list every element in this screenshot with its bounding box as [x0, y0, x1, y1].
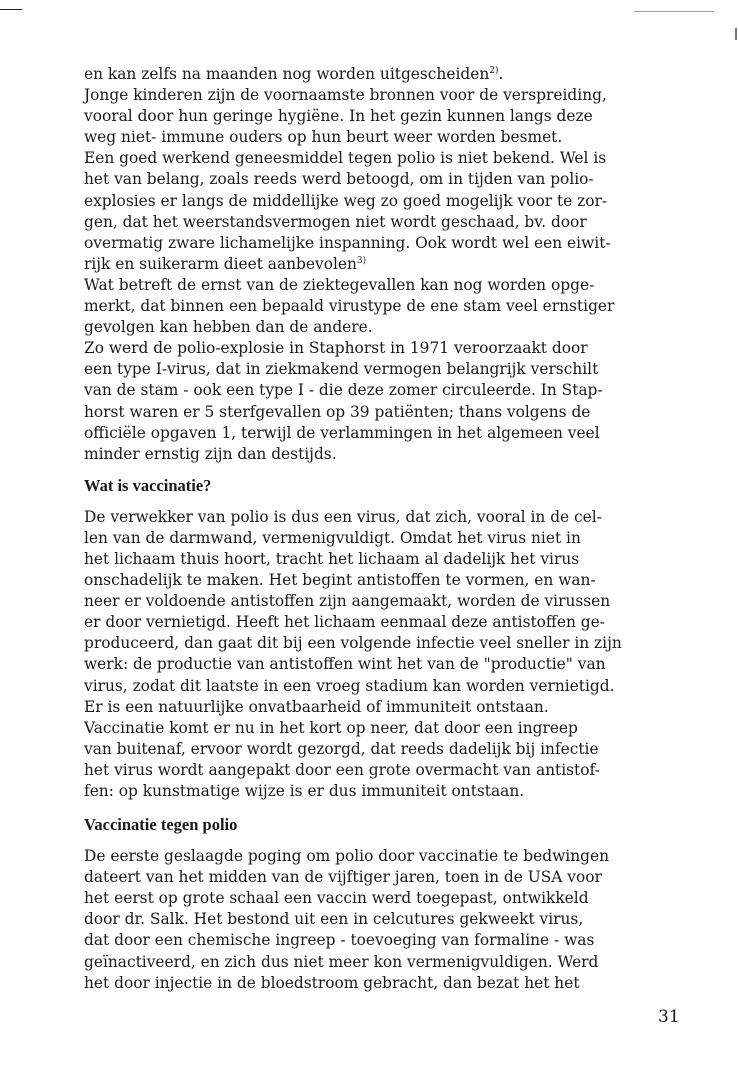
text-line [84, 444, 674, 465]
text-line [84, 697, 674, 718]
line-text: het virus wordt aangepakt door een grote overmacht van antistof- [84, 760, 600, 779]
text-line [84, 718, 674, 739]
text-line [84, 570, 674, 591]
text-line [84, 233, 674, 254]
section-heading: Vaccinatie tegen polio [84, 815, 238, 835]
text-line [84, 338, 674, 359]
line-text: Wat betreft de ernst van de ziektegevallen kan nog worden opge- [84, 275, 595, 294]
line-text: overmatig zware lichamelijke inspanning. Ook wordt wel een eiwit- [84, 233, 611, 252]
text-line [84, 633, 674, 654]
line-text: een type I-virus, dat in ziekmakend vermogen belangrijk verschilt [84, 360, 599, 379]
line-text: neer er voldoende antistoffen zijn aangemaakt, worden de virussen [84, 592, 611, 611]
line-text: van buitenaf, ervoor wordt gezorgd, dat reeds dadelijk bij infectie [84, 739, 599, 758]
line-text: horst waren er 5 sterfgevallen op 39 patiënten; thans volgens de [84, 402, 591, 421]
text-line [84, 867, 674, 888]
text-line [84, 191, 674, 212]
paragraph-block [84, 64, 674, 465]
line-text: len van de darmwand, vermenigvuldigt. Omdat het virus niet in [84, 528, 581, 547]
text-line [84, 760, 674, 781]
text-line [84, 275, 674, 296]
line-text: vooral door hun geringe hygiëne. In het gezin kunnen langs deze [84, 107, 593, 126]
section-heading: Wat is vaccinatie? [84, 475, 212, 495]
text-line [84, 169, 674, 190]
text-line [84, 973, 674, 994]
text-line [84, 380, 674, 401]
text-line [84, 296, 674, 317]
line-text: Jonge kinderen zijn de voornaamste bronnen voor de verspreiding, [84, 86, 607, 105]
text-line [84, 212, 674, 233]
text-line [84, 909, 674, 930]
line-text: fen: op kunstmatige wijze is er dus immuniteit ontstaan. [84, 782, 525, 800]
text-line [84, 507, 674, 528]
text-line [84, 846, 674, 867]
line-text: het lichaam thuis hoort, tracht het lichaam al dadelijk het virus [84, 549, 580, 568]
page-body [84, 64, 674, 994]
text-line [84, 402, 674, 423]
line-text: gevolgen kan hebben dan de andere. [84, 318, 373, 337]
line-text: Zo werd de polio-explosie in Staphorst in 1971 veroorzaakt door [84, 339, 588, 358]
scan-edge-mark [735, 28, 737, 40]
line-text: gen, dat het weerstandsvermogen niet wordt geschaad, bv. door [84, 212, 587, 231]
line-text: virus, zodat dit laatste in een vroeg stadium kan worden vernietigd. [84, 676, 615, 695]
line-text: minder ernstig zijn dan destijds. [84, 444, 337, 463]
line-text: De eerste geslaagde poging om polio door vaccinatie te bedwingen [84, 847, 609, 866]
text-line [84, 612, 674, 633]
line-text: het eerst op grote schaal een vaccin werd toegepast, ontwikkeld [84, 889, 589, 908]
line-text: geïnactiveerd, en zich dus niet meer kon vermenigvuldigen. Werd [84, 952, 599, 971]
text-line [84, 85, 674, 106]
line-text: en kan zelfs na maanden nog worden uitgescheiden [84, 65, 490, 83]
text-line [84, 127, 674, 148]
paragraph-block [84, 846, 674, 994]
text-line [84, 317, 674, 338]
text-line [84, 654, 674, 675]
line-text: van de stam - ook een type I - die deze zomer circuleerde. In Stap- [84, 381, 603, 400]
line-text: werk: de productie van antistoffen wint het van de "productie" van [84, 655, 606, 674]
text-line [84, 591, 674, 612]
line-text: officiële opgaven 1, terwijl de verlammingen in het algemeen veel [84, 423, 600, 442]
line-text: het van belang, zoals reeds werd betoogd, om in tijden van polio- [84, 170, 594, 189]
line-text: rijk en suikerarm dieet aanbevolen [84, 254, 357, 273]
line-text: het door injectie in de bloedstroom gebracht, dan bezat het het [84, 973, 580, 992]
text-line [84, 781, 674, 802]
text-line [84, 549, 674, 570]
text-line [84, 676, 674, 697]
text-line [84, 106, 674, 127]
line-text: dat door een chemische ingreep - toevoeging van formaline - was [84, 931, 595, 950]
text-line [84, 148, 674, 169]
text-line [84, 528, 674, 549]
line-text: Er is een natuurlijke onvatbaarheid of immuniteit ontstaan. [84, 697, 549, 716]
line-text: explosies er langs de middellijke weg zo goed mogelijk voor te zor- [84, 191, 608, 210]
line-text: onschadelijk te maken. Het begint antistoffen te vormen, en wan- [84, 571, 596, 590]
scan-edge-mark [634, 11, 714, 12]
text-line [84, 423, 674, 444]
line-text: Vaccinatie komt er nu in het kort op neer, dat door een ingreep [84, 718, 578, 737]
page-number: 31 [658, 1007, 680, 1027]
line-text: Een goed werkend geneesmiddel tegen polio is niet bekend. Wel is [84, 149, 607, 168]
scan-edge-mark [0, 9, 22, 10]
text-line [84, 930, 674, 951]
line-text: De verwekker van polio is dus een virus, dat zich, vooral in de cel- [84, 507, 602, 526]
text-line [84, 254, 674, 275]
line-text-tail: . [498, 65, 504, 83]
line-text: produceerd, dan gaat dit bij een volgende infectie veel sneller in zijn [84, 634, 622, 653]
text-line [84, 359, 674, 380]
text-line [84, 952, 674, 973]
text-line [84, 739, 674, 760]
text-line [84, 888, 674, 909]
paragraph-block [84, 507, 674, 802]
text-line [84, 64, 674, 85]
line-text: merkt, dat binnen een bepaald virustype de ene stam veel ernstiger [84, 297, 615, 316]
line-text: weg niet- immune ouders op hun beurt weer worden besmet. [84, 128, 563, 147]
line-text: dateert van het midden van de vijftiger jaren, toen in de USA voor [84, 868, 602, 887]
line-text: er door vernietigd. Heeft het lichaam eenmaal deze antistoffen ge- [84, 613, 605, 632]
line-text: door dr. Salk. Het bestond uit een in celcutures gekweekt virus, [84, 910, 584, 929]
footnote-marker: 3) [356, 255, 367, 266]
footnote-marker: 2) [489, 66, 499, 76]
